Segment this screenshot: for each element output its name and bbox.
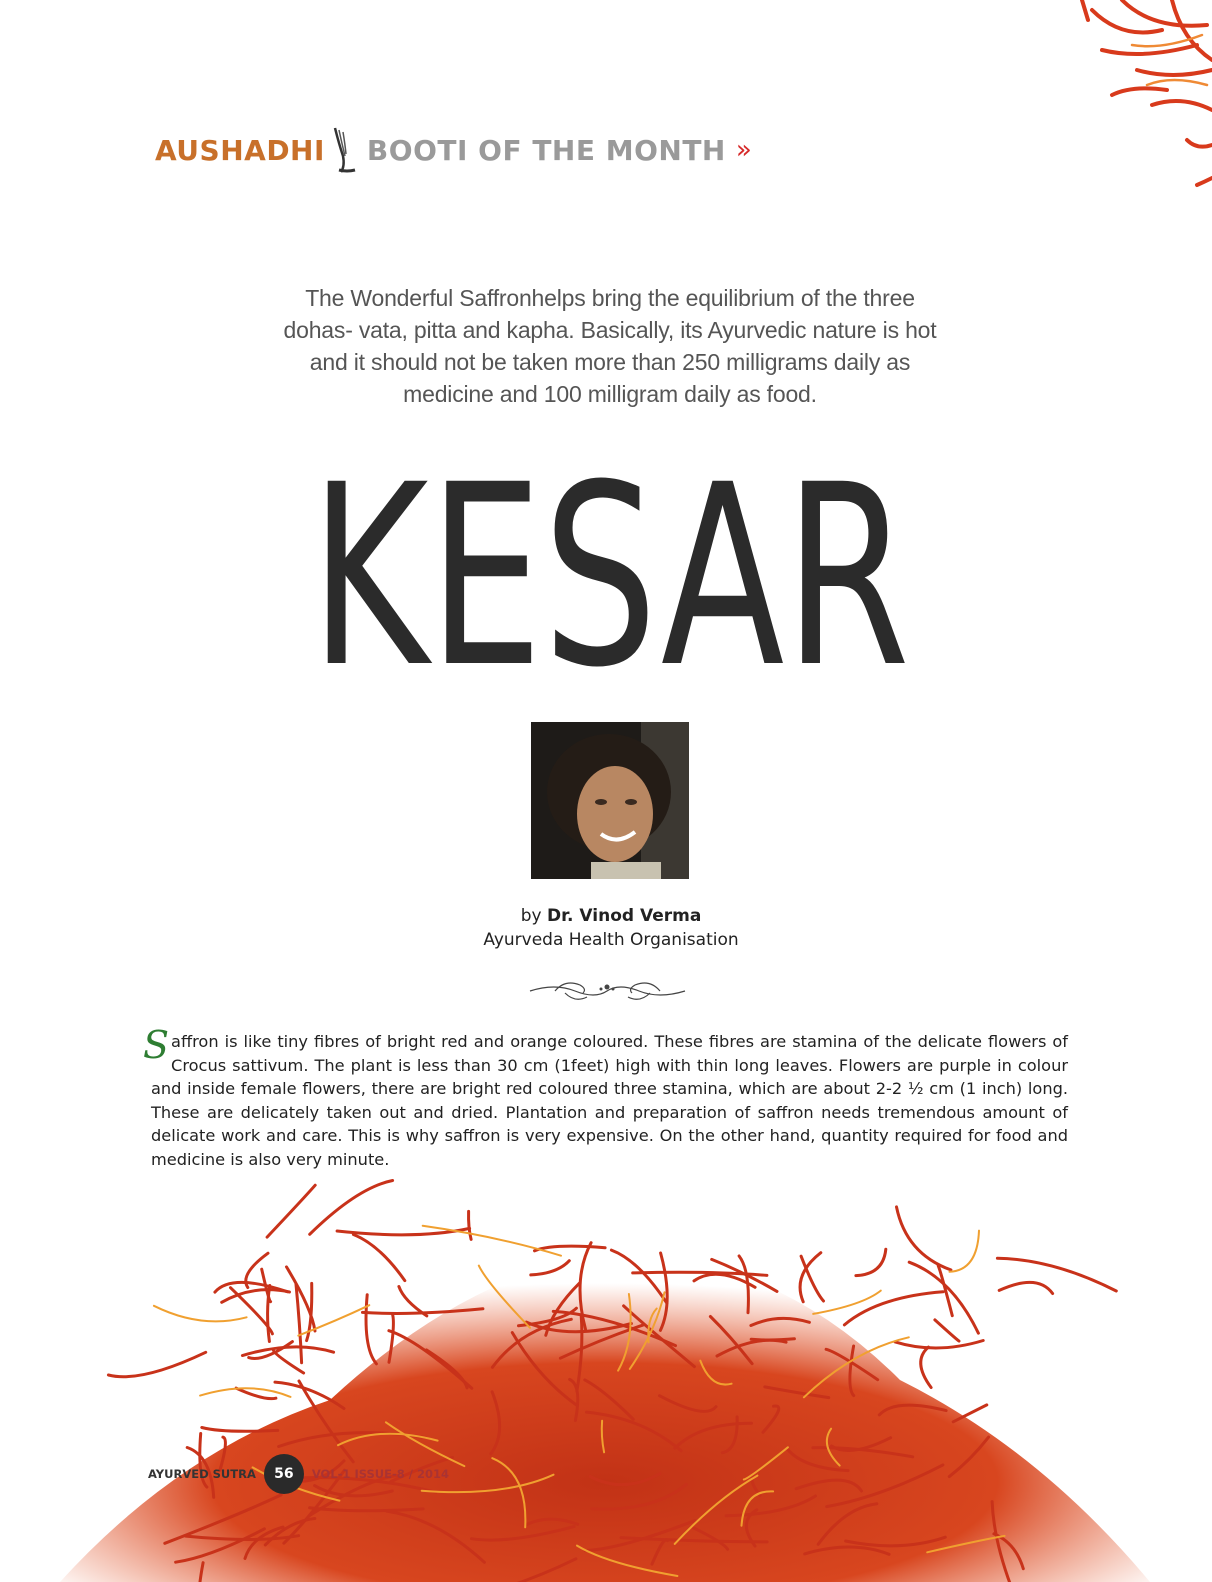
saffron-thread	[154, 1306, 247, 1322]
saffron-thread	[999, 1282, 1052, 1293]
body-text: affron is like tiny fibres of bright red and orange coloured. These fibres are stamina of the delicate flowers of Crocus sattivum. The plant is less than 30 cm (1feet) high with thin long leaves. Flowers are purple in colour and inside female flowers, there are bright red coloured three stamina, which are about 2-2 ½ cm (1 inch) long. These are delicately taken out and dried. Plantation and preparation of saffron needs tremendous amount of delicate work and care. This is why saffron is very expensive. On the other hand, quantity required for food and medicine is also very minute.	[151, 1032, 1068, 1169]
saffron-thread	[353, 1235, 404, 1281]
page-footer	[148, 1454, 449, 1494]
saffron-thread	[997, 1258, 1116, 1291]
byline	[406, 904, 816, 952]
saffron-thread	[222, 1290, 290, 1303]
page-number: 56	[264, 1454, 304, 1494]
section-header	[155, 125, 752, 175]
saffron-thread	[751, 1339, 794, 1340]
saffron-thread	[921, 1347, 931, 1387]
chevron-right-icon: »	[735, 135, 753, 165]
saffron-threads-image	[972, 0, 1212, 210]
saffron-thread	[856, 1249, 886, 1275]
herb-root-icon	[329, 126, 359, 174]
saffron-thread	[909, 1262, 978, 1333]
issue-info: VOL-1 ISSUE-8 / 2014	[311, 1467, 449, 1481]
saffron-thread	[844, 1292, 943, 1325]
saffron-thread	[267, 1185, 315, 1237]
saffron-thread	[273, 1350, 303, 1373]
saffron-thread	[801, 1256, 823, 1301]
saffron-thread	[469, 1211, 472, 1239]
saffron-pile-image	[0, 1150, 1212, 1582]
saffron-thread	[950, 1231, 980, 1272]
author-name: Dr. Vinod Verma	[546, 906, 702, 926]
section-title-left: AUSHADHI	[155, 133, 325, 167]
byline-prefix: by	[520, 906, 542, 926]
saffron-thread	[897, 1207, 951, 1270]
saffron-thread	[935, 1320, 959, 1341]
ornament-divider	[525, 975, 690, 1007]
author-organisation: Ayurveda Health Organisation	[483, 930, 739, 950]
intro-paragraph: The Wonderful Saffronhelps bring the equilibrium of the three dohas- vata, pitta and kapha. Basically, its Ayurvedic nature is hot and it should not be taken more than 250 milligrams daily as medicine and 100 milligram daily as food.	[283, 285, 937, 407]
author-photo	[531, 722, 689, 879]
saffron-thread	[242, 1347, 333, 1356]
article-title-text: KESAR	[310, 431, 910, 722]
section-title-right: BOOTI OF THE MONTH	[366, 133, 726, 167]
saffron-thread	[895, 1341, 983, 1348]
magazine-name: AYURVED SUTRA	[148, 1467, 256, 1481]
drop-cap: S	[143, 1023, 170, 1067]
saffron-thread	[310, 1181, 393, 1235]
saffron-thread	[423, 1226, 561, 1256]
article-title	[300, 431, 920, 722]
saffron-thread	[108, 1352, 205, 1376]
saffron-thread	[296, 1284, 302, 1363]
saffron-thread	[399, 1287, 427, 1316]
